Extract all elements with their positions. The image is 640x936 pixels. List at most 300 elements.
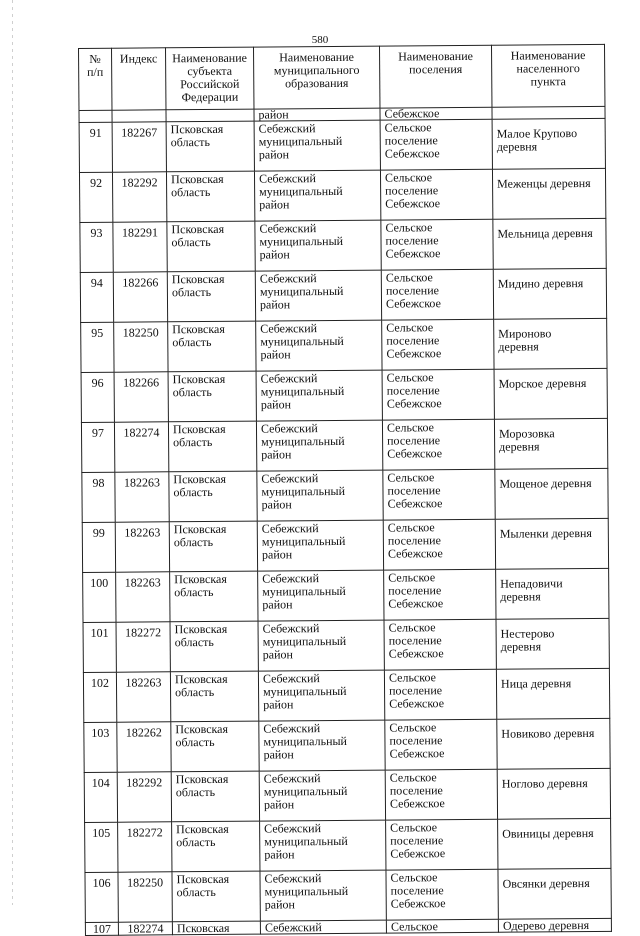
cell-subject-line: Псковская bbox=[170, 171, 224, 187]
header-municipal bbox=[253, 46, 379, 109]
cell-settlement-line: Сельское bbox=[387, 470, 435, 485]
cell-settlement-line: Себежское bbox=[385, 296, 441, 311]
cell-municipal bbox=[258, 670, 384, 721]
cell-subject bbox=[166, 121, 254, 172]
table-row bbox=[85, 818, 611, 872]
cell-subject bbox=[166, 171, 254, 222]
cell-municipal-line: Себежский bbox=[260, 321, 318, 336]
header-line: Наименование bbox=[398, 48, 474, 64]
cell-number: 105 bbox=[85, 822, 118, 872]
header-line: № bbox=[89, 51, 101, 66]
cell-subject-line: область bbox=[172, 384, 212, 400]
cell-subject-line: Псковская bbox=[176, 821, 229, 837]
cell-municipal bbox=[258, 620, 384, 671]
cell-subject-line: область bbox=[175, 684, 215, 700]
cell-locality-line: Морское деревня bbox=[498, 376, 587, 391]
page-number: 580 bbox=[311, 34, 329, 46]
cell-municipal-line: муниципальный bbox=[258, 133, 343, 149]
cell-locality bbox=[493, 268, 606, 319]
cell-subject bbox=[168, 371, 256, 422]
table-row bbox=[84, 768, 610, 822]
cell-subject-line: область bbox=[170, 134, 210, 150]
header-line: Индекс bbox=[119, 51, 158, 66]
cell-subject-line: область bbox=[175, 784, 216, 800]
cell-settlement-line: Сельское bbox=[390, 820, 438, 835]
cell-locality bbox=[497, 718, 610, 769]
cell-subject-line: область bbox=[171, 184, 211, 200]
cell-locality-line: деревня bbox=[500, 639, 542, 654]
cell-municipal-line: Себежский bbox=[263, 721, 321, 736]
cell-municipal-line: муниципальный bbox=[261, 483, 346, 499]
cell-locality-line: Мощеное деревня bbox=[499, 475, 592, 491]
cell-municipal-line: район bbox=[261, 547, 293, 562]
cell-number: 103 bbox=[84, 722, 117, 772]
cell-index: 182292 bbox=[117, 772, 171, 822]
table-header-row bbox=[79, 44, 605, 110]
cell-subject-line: область bbox=[174, 634, 214, 650]
cell-number: 91 bbox=[79, 122, 112, 172]
cell-number: 106 bbox=[85, 872, 118, 922]
cell-locality-line: Овиницы деревня bbox=[502, 825, 594, 841]
cell-number: 107 bbox=[85, 922, 118, 935]
cell-municipal bbox=[259, 720, 385, 771]
table-row bbox=[81, 418, 607, 472]
cell-settlement-line: поселение bbox=[390, 833, 444, 848]
cell-locality bbox=[498, 868, 611, 919]
cell-settlement-line: Себежское bbox=[386, 396, 442, 411]
cell-index: 182262 bbox=[117, 722, 171, 772]
cell-locality bbox=[496, 568, 609, 619]
cell-locality bbox=[494, 368, 607, 419]
cell-municipal bbox=[254, 170, 380, 221]
header-line: п/п bbox=[87, 64, 104, 79]
cell-settlement: Себежское bbox=[380, 107, 492, 120]
cell-municipal-line: район bbox=[264, 847, 295, 862]
table-row bbox=[83, 618, 609, 672]
cell-subject bbox=[172, 871, 260, 922]
cell-municipal-line: муниципальный bbox=[263, 733, 348, 749]
cell-subject: Псковская bbox=[172, 921, 260, 935]
table-row bbox=[82, 468, 608, 522]
cell-settlement-line: Себежское bbox=[388, 596, 444, 611]
cell-settlement-line: поселение bbox=[385, 183, 439, 198]
cell-settlement: Сельское bbox=[386, 919, 498, 933]
table-row bbox=[79, 168, 605, 222]
cell-subject bbox=[170, 621, 258, 672]
table-row-partial bbox=[85, 918, 611, 935]
cell-locality-line: Морозовка bbox=[498, 426, 555, 441]
header-line: образования bbox=[285, 75, 349, 91]
header-line: субъекта bbox=[187, 63, 233, 79]
cell-municipal-line: Себежский bbox=[260, 371, 318, 386]
cell-locality-line: Меженцы деревня bbox=[497, 175, 591, 191]
cell-municipal bbox=[255, 270, 381, 321]
cell-subject bbox=[170, 571, 258, 622]
cell-subject-line: область bbox=[173, 484, 213, 500]
cell-locality: Одерево деревня bbox=[498, 918, 611, 932]
cell-municipal bbox=[255, 220, 381, 271]
cell-settlement-line: Сельское bbox=[389, 770, 437, 785]
cell-settlement-line: Сельское bbox=[386, 320, 434, 335]
cell-settlement-line: поселение bbox=[384, 133, 438, 148]
cell-locality bbox=[496, 668, 609, 719]
header-subject bbox=[166, 47, 254, 110]
cell-settlement-line: поселение bbox=[387, 533, 441, 548]
cell-municipal-line: район bbox=[259, 297, 291, 312]
cell-index: 182263 bbox=[115, 472, 169, 522]
cell-settlement-line: поселение bbox=[387, 483, 441, 498]
header-line: Наименование bbox=[279, 49, 355, 65]
cell-settlement-line: Себежское bbox=[389, 746, 445, 761]
cell-index: 182274 bbox=[114, 422, 168, 472]
header-line: Федерации bbox=[181, 89, 239, 105]
cell-settlement-line: поселение bbox=[387, 433, 441, 448]
header-line: Российской bbox=[180, 76, 240, 92]
cell-settlement-line: Сельское bbox=[384, 170, 433, 185]
cell-municipal-line: Себежский bbox=[258, 121, 316, 136]
cell-subject-line: Псковская bbox=[171, 271, 225, 287]
header-settlement bbox=[379, 45, 491, 108]
table-row bbox=[83, 568, 609, 622]
cell-number: 96 bbox=[81, 372, 114, 422]
cell-locality-line: деревня bbox=[499, 439, 540, 454]
header-locality bbox=[491, 44, 604, 107]
cell-municipal bbox=[260, 820, 386, 871]
cell-subject-line: Псковская bbox=[175, 771, 229, 787]
header-line: муниципального bbox=[273, 62, 360, 78]
cell-locality-line: Мироново bbox=[498, 326, 552, 341]
cell-locality bbox=[498, 818, 611, 869]
cell-settlement bbox=[382, 319, 494, 370]
cell-locality-line: Ноглово деревня bbox=[501, 776, 588, 791]
cell-settlement bbox=[385, 769, 497, 820]
cell-municipal-line: муниципальный bbox=[263, 783, 348, 799]
cell-index: 182250 bbox=[114, 322, 168, 372]
cell-locality-line: Ница деревня bbox=[500, 676, 572, 691]
header-line: Наименование bbox=[172, 50, 248, 66]
cell-municipal-line: муниципальный bbox=[260, 383, 345, 399]
table-row bbox=[81, 368, 607, 422]
cell-municipal bbox=[254, 120, 380, 171]
cell-subject-line: Псковская bbox=[172, 421, 226, 437]
cell-settlement-line: поселение bbox=[388, 633, 442, 648]
cell-locality-line: Малое Крупово bbox=[496, 126, 578, 141]
cell-subject-line: область bbox=[171, 284, 212, 300]
cell-locality bbox=[492, 106, 605, 119]
cell-settlement bbox=[385, 719, 497, 770]
cell-locality-line: Новиково деревня bbox=[501, 725, 595, 741]
cell-locality-line: Нестерово bbox=[500, 626, 555, 641]
cell-subject-line: область bbox=[172, 334, 212, 350]
cell-municipal: Себежский bbox=[260, 920, 386, 934]
scan-edge-artifact bbox=[12, 0, 13, 905]
cell-municipal-line: муниципальный bbox=[264, 883, 349, 899]
cell-number: 92 bbox=[79, 172, 112, 222]
cell-municipal-line: район bbox=[261, 497, 292, 512]
cell-index bbox=[112, 110, 166, 122]
cell-number: 95 bbox=[81, 322, 114, 372]
cell-municipal bbox=[256, 320, 382, 371]
cell-locality bbox=[494, 318, 607, 369]
cell-settlement-line: Сельское bbox=[390, 870, 438, 885]
cell-settlement-line: поселение bbox=[386, 383, 440, 398]
cell-municipal-line: муниципальный bbox=[264, 833, 348, 849]
cell-locality bbox=[494, 418, 607, 469]
cell-locality-line: Мыленки деревня bbox=[499, 525, 592, 541]
cell-municipal-line: Себежский bbox=[263, 771, 321, 786]
cell-municipal bbox=[258, 570, 384, 621]
cell-subject-line: область bbox=[171, 234, 211, 250]
cell-municipal-line: Себежский bbox=[262, 621, 320, 636]
table-row bbox=[84, 718, 610, 772]
cell-locality-line: деревня bbox=[500, 589, 541, 604]
cell-settlement-line: поселение bbox=[389, 733, 443, 748]
cell-subject-line: область bbox=[176, 834, 216, 850]
cell-settlement-line: Сельское bbox=[389, 720, 437, 735]
cell-municipal-line: Себежский bbox=[259, 221, 317, 236]
cell-subject-line: область bbox=[173, 434, 213, 450]
cell-number: 102 bbox=[83, 672, 116, 722]
table-row bbox=[83, 668, 609, 722]
cell-index: 182250 bbox=[118, 872, 172, 922]
cell-subject-line: Псковская bbox=[173, 471, 227, 487]
cell-subject-line: Псковская bbox=[174, 671, 228, 687]
cell-locality bbox=[493, 218, 606, 269]
cell-number: 98 bbox=[82, 472, 115, 522]
cell-settlement-line: Сельское bbox=[388, 670, 436, 685]
cell-settlement-line: Себежское bbox=[387, 546, 443, 561]
cell-subject bbox=[168, 421, 256, 472]
cell-index: 182292 bbox=[112, 172, 166, 222]
cell-municipal-line: район bbox=[263, 697, 294, 712]
cell-locality-line: Непадовичи bbox=[500, 576, 563, 591]
cell-subject bbox=[170, 671, 258, 722]
cell-settlement-line: Сельское bbox=[387, 520, 435, 535]
cell-index: 182272 bbox=[116, 622, 170, 672]
cell-subject bbox=[169, 521, 257, 572]
cell-number: 99 bbox=[82, 522, 115, 572]
cell-index: 182267 bbox=[112, 122, 166, 172]
cell-municipal bbox=[259, 770, 385, 821]
cell-number: 101 bbox=[83, 622, 116, 672]
cell-locality bbox=[492, 118, 605, 169]
cell-municipal-line: муниципальный bbox=[262, 583, 346, 599]
cell-settlement-line: Сельское bbox=[388, 570, 436, 585]
cell-locality bbox=[492, 168, 605, 219]
cell-settlement bbox=[380, 119, 492, 170]
settlements-table bbox=[78, 44, 612, 936]
cell-subject bbox=[167, 271, 255, 322]
cell-subject-line: Псковская bbox=[174, 621, 228, 637]
cell-settlement-line: Сельское bbox=[384, 120, 432, 135]
cell-subject-line: область bbox=[175, 734, 215, 750]
cell-subject-line: Псковская bbox=[176, 871, 230, 887]
cell-settlement-line: Сельское bbox=[386, 370, 434, 385]
cell-settlement-line: Себежское bbox=[389, 796, 445, 811]
cell-settlement bbox=[383, 469, 495, 520]
cell-index: 182291 bbox=[113, 222, 167, 272]
cell-municipal-line: район bbox=[261, 447, 292, 462]
cell-settlement-line: поселение bbox=[389, 683, 443, 698]
cell-settlement-line: Себежское bbox=[388, 646, 444, 661]
cell-municipal-line: муниципальный bbox=[259, 283, 344, 299]
cell-number: 97 bbox=[81, 422, 114, 472]
cell-settlement-line: Сельское bbox=[385, 270, 433, 285]
cell-subject bbox=[169, 471, 257, 522]
cell-subject bbox=[168, 321, 256, 372]
cell-locality bbox=[495, 518, 608, 569]
cell-municipal-line: Себежский bbox=[261, 471, 319, 486]
cell-number: 100 bbox=[83, 572, 116, 622]
cell-settlement bbox=[383, 519, 495, 570]
header-line: населенного bbox=[516, 61, 580, 76]
cell-index: 182272 bbox=[118, 822, 172, 872]
cell-settlement-line: Себежское bbox=[389, 696, 445, 711]
cell-subject bbox=[171, 771, 259, 822]
cell-municipal-line: муниципальный bbox=[259, 183, 343, 199]
cell-municipal-line: Себежский bbox=[259, 271, 317, 286]
table-row bbox=[82, 518, 608, 572]
cell-settlement bbox=[382, 419, 494, 470]
cell-subject-line: область bbox=[176, 884, 216, 900]
cell-settlement-line: Себежское bbox=[390, 846, 446, 861]
cell-municipal-line: Себежский bbox=[264, 871, 322, 886]
cell-municipal bbox=[257, 520, 383, 571]
cell-settlement-line: поселение bbox=[386, 333, 440, 348]
cell-number: 93 bbox=[80, 222, 113, 272]
table-row bbox=[81, 318, 607, 372]
cell-municipal-line: район bbox=[260, 347, 291, 362]
cell-municipal-line: муниципальный bbox=[263, 683, 347, 699]
cell-locality-line: Овсянки деревня bbox=[502, 876, 590, 891]
cell-number: 104 bbox=[84, 772, 117, 822]
cell-settlement bbox=[381, 219, 493, 270]
cell-settlement-line: поселение bbox=[388, 583, 442, 598]
header-number bbox=[79, 48, 112, 110]
table-row bbox=[80, 218, 606, 272]
cell-municipal-line: район bbox=[260, 397, 292, 412]
header-line: поселения bbox=[409, 61, 463, 77]
cell-municipal-line: Себежский bbox=[260, 421, 318, 436]
cell-municipal-line: район bbox=[259, 247, 290, 262]
cell-municipal bbox=[256, 370, 382, 421]
cell-index: 182274 bbox=[118, 922, 172, 935]
cell-subject-line: Псковская bbox=[172, 371, 226, 387]
cell-municipal bbox=[260, 870, 386, 921]
cell-locality-line: деревня bbox=[496, 139, 538, 154]
cell-settlement bbox=[386, 869, 498, 920]
cell-municipal-line: район bbox=[259, 197, 290, 212]
cell-subject-line: Псковская bbox=[172, 321, 225, 337]
cell-municipal-line: муниципальный bbox=[261, 433, 345, 449]
cell-locality-line: деревня bbox=[498, 339, 539, 354]
cell-settlement-line: Себежское bbox=[387, 496, 443, 511]
cell-municipal-line: муниципальный bbox=[262, 633, 347, 649]
cell-subject-line: Псковская bbox=[175, 721, 229, 737]
cell-subject-line: Псковская bbox=[170, 121, 224, 137]
table-row bbox=[80, 268, 606, 322]
cell-municipal-line: район bbox=[262, 597, 293, 612]
cell-index: 182263 bbox=[116, 572, 170, 622]
table-row bbox=[85, 868, 611, 922]
cell-subject-line: Псковская bbox=[173, 521, 227, 537]
cell-locality bbox=[495, 468, 608, 519]
cell-municipal-line: район bbox=[264, 897, 295, 912]
cell-municipal bbox=[256, 420, 382, 471]
cell-municipal-line: муниципальный bbox=[261, 533, 346, 549]
cell-subject-line: область bbox=[174, 584, 214, 600]
cell-municipal: район bbox=[254, 108, 380, 121]
cell-number: 94 bbox=[80, 272, 113, 322]
cell-subject bbox=[166, 109, 254, 122]
cell-settlement-line: поселение bbox=[385, 283, 439, 298]
cell-settlement bbox=[384, 619, 496, 670]
cell-settlement-line: Себежское bbox=[387, 446, 443, 461]
cell-settlement-line: Себежское bbox=[390, 896, 446, 911]
cell-municipal-line: Себежский bbox=[264, 821, 322, 836]
cell-settlement-line: Себежское bbox=[385, 246, 441, 261]
cell-index: 182266 bbox=[114, 372, 168, 422]
cell-municipal-line: Себежский bbox=[261, 521, 319, 536]
settlements-table-wrapper bbox=[78, 44, 612, 936]
cell-municipal-line: Себежский bbox=[262, 671, 320, 686]
cell-municipal-line: район bbox=[263, 747, 294, 762]
cell-subject bbox=[167, 221, 255, 272]
cell-municipal-line: муниципальный bbox=[259, 233, 344, 249]
cell-settlement-line: поселение bbox=[385, 233, 439, 248]
header-line: Наименование bbox=[510, 48, 586, 63]
cell-locality bbox=[497, 768, 610, 819]
cell-municipal-line: район bbox=[262, 647, 293, 662]
cell-locality-line: Мидино деревня bbox=[497, 276, 584, 291]
cell-municipal-line: Себежский bbox=[258, 171, 316, 186]
cell-settlement-line: поселение bbox=[389, 783, 443, 798]
cell-settlement-line: Сельское bbox=[386, 420, 435, 435]
cell-settlement-line: Себежское bbox=[386, 346, 442, 361]
cell-settlement bbox=[380, 169, 492, 220]
cell-settlement bbox=[386, 819, 498, 870]
header-index bbox=[112, 48, 166, 110]
cell-settlement-line: поселение bbox=[390, 883, 444, 898]
cell-subject-line: Псковская bbox=[174, 571, 227, 587]
cell-municipal-line: район bbox=[263, 797, 295, 812]
cell-municipal-line: муниципальный bbox=[260, 333, 344, 349]
cell-municipal bbox=[257, 470, 383, 521]
cell-settlement bbox=[382, 369, 494, 420]
table-row bbox=[79, 118, 605, 172]
cell-subject bbox=[172, 821, 260, 872]
cell-subject bbox=[171, 721, 259, 772]
cell-locality bbox=[496, 618, 609, 669]
cell-municipal-line: Себежский bbox=[262, 571, 320, 586]
cell-municipal-line: район bbox=[258, 147, 290, 162]
cell-settlement-line: Сельское bbox=[388, 620, 436, 635]
cell-settlement-line: Себежское bbox=[384, 146, 440, 161]
cell-settlement bbox=[381, 269, 493, 320]
cell-locality-line: Мельница деревня bbox=[497, 225, 593, 241]
cell-subject-line: область bbox=[173, 534, 214, 550]
cell-index: 182263 bbox=[116, 672, 170, 722]
cell-index: 182263 bbox=[115, 522, 169, 572]
cell-settlement-line: Сельское bbox=[385, 220, 433, 235]
cell-index: 182266 bbox=[113, 272, 167, 322]
cell-settlement bbox=[384, 669, 496, 720]
cell-settlement bbox=[384, 569, 496, 620]
cell-subject-line: Псковская bbox=[171, 221, 225, 237]
header-line: пункта bbox=[530, 74, 566, 89]
cell-settlement-line: Себежское bbox=[385, 196, 441, 211]
cell-number bbox=[79, 110, 112, 122]
